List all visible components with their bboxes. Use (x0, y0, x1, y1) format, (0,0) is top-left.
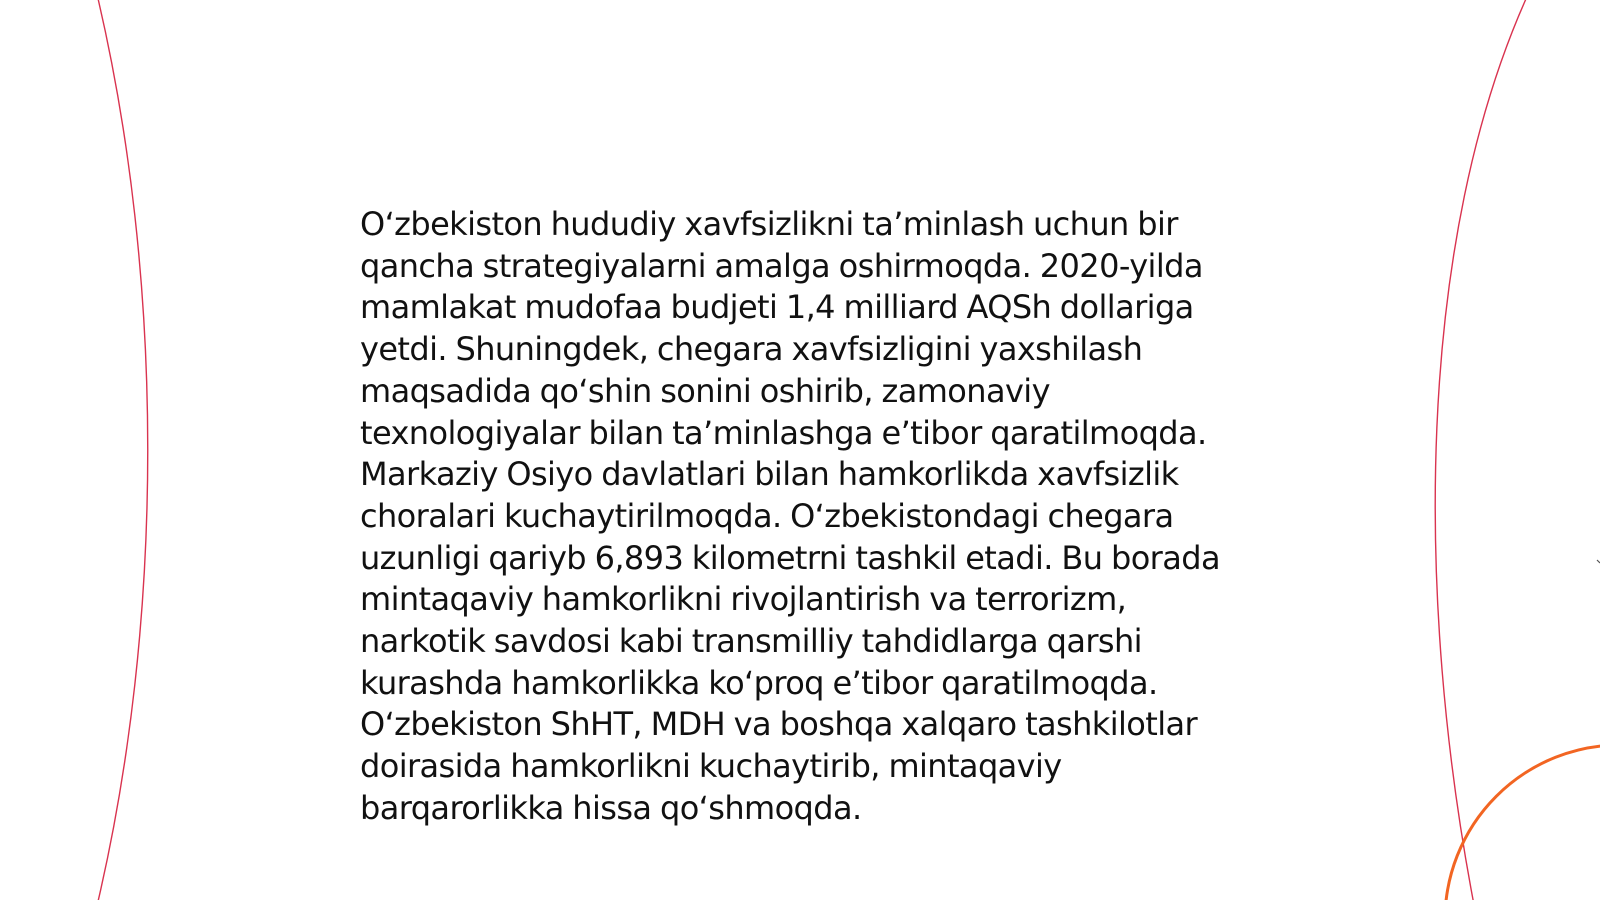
left-arc-line (96, 0, 148, 900)
right-arc-line (1435, 0, 1530, 900)
body-paragraph: O‘zbekiston hududiy xavfsizlikni ta’minlash uchun bir qancha strategiyalarni amalga oshirmoqda. 2020-yilda mamlakat mudofaa budjeti 1,4 milliard AQSh dollariga yetdi. Shuningdek, chegara xavfsizligini yaxshilash maqsadida qo‘shin sonini oshirib, zamonaviy texnologiyalar bilan ta’minlashga e’tibor qaratilmoqda. Markaziy Osiyo davlatlari bilan hamkorlikda xavfsizlik choralari kuchaytirilmoqda. O‘zbekistondagi chegara uzunligi qariyb 6,893 kilometrni tashkil etadi. Bu borada mintaqaviy hamkorlikni rivojlantirish va terrorizm, narkotik savdosi kabi transmilliy tahdidlarga qarshi kurashda hamkorlikka ko‘proq e’tibor qaratilmoqda. O‘zbekiston ShHT, MDH va boshqa xalqaro tashkilotlar doirasida hamkorlikni kuchaytirib, mintaqaviy barqarorlikka hissa qo‘shmoqda. (360, 205, 1220, 827)
